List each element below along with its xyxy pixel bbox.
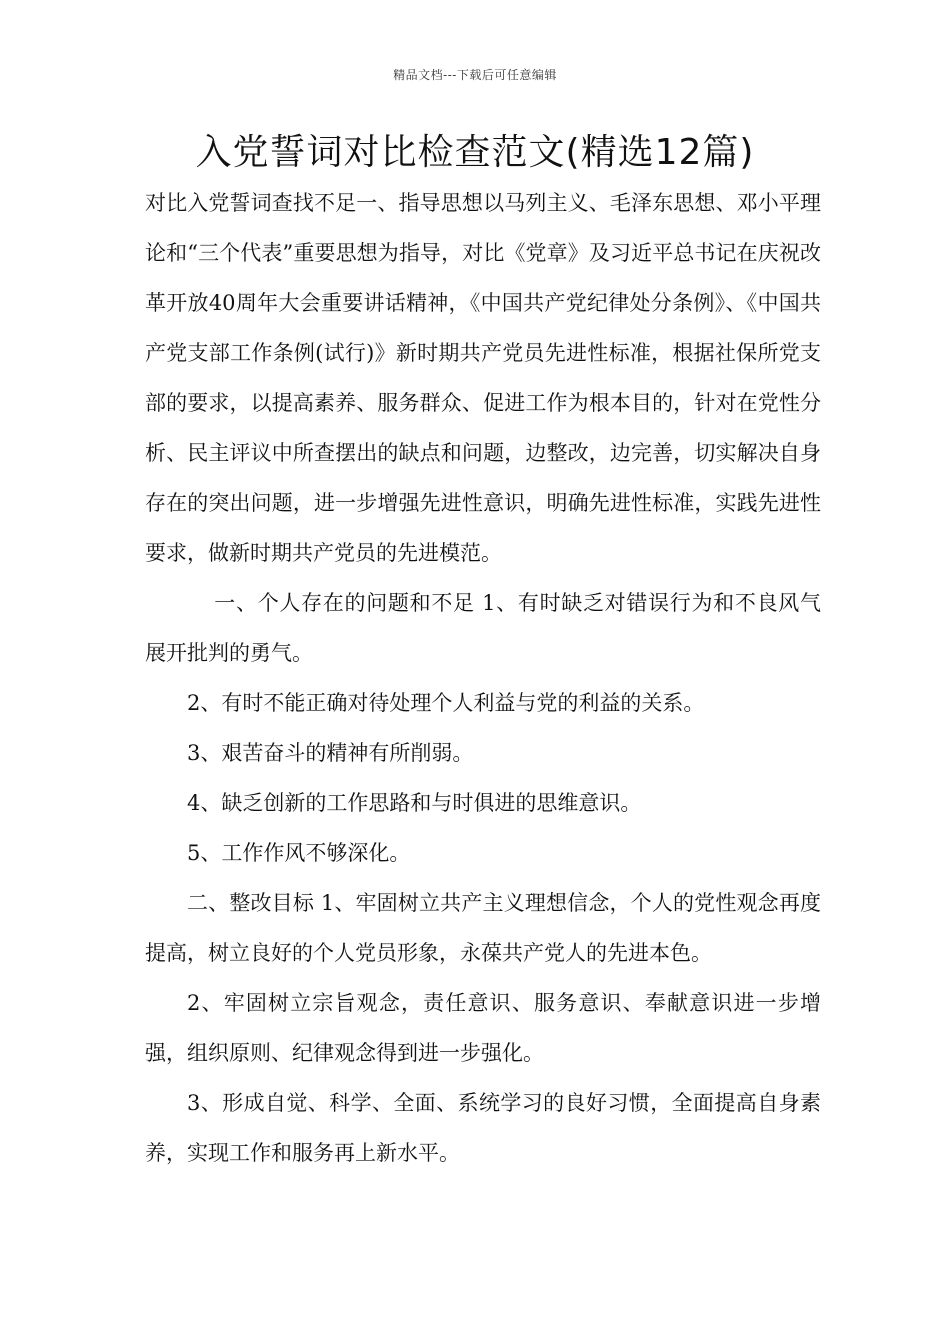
paragraph-item-2: 2、有时不能正确对待处理个人利益与党的利益的关系。 (187, 691, 705, 715)
paragraph-item-3: 3、艰苦奋斗的精神有所削弱。 (187, 741, 474, 765)
document-body (145, 178, 821, 1178)
paragraph-item-5: 5、工作作风不够深化。 (187, 841, 411, 865)
paragraph-section-two: 二、整改目标 1、牢固树立共产主义理想信念，个人的党性观念再度提高，树立良好的个人党员形象，永葆共产党人的先进本色。 (145, 891, 821, 965)
paragraph-intro: 对比入党誓词查找不足一、指导思想以马列主义、毛泽东思想、邓小平理论和“三个代表”重要思想为指导，对比《党章》及习近平总书记在庆祝改革开放40周年大会重要讲话精神，《中国共产党纪律处分条例》、《中国共产党支部工作条例(试行)》新时期共产党员先进性标准，根据社保所党支部的要求，以提高素养、服务群众、促进工作为根本目的，针对在党性分析、民主评议中所查摆出的缺点和问题，边整改，边完善，切实解决自身存在的突出问题，进一步增强先进性意识，明确先进性标准，实践先进性要求，做新时期共产党员的先进模范。 (145, 191, 821, 565)
header-note: 精品文档---下载后可任意编辑 (393, 68, 557, 82)
paragraph-goal-3: 3、形成自觉、科学、全面、系统学习的良好习惯，全面提高自身素养，实现工作和服务再上新水平。 (145, 1091, 821, 1165)
paragraph-item-4: 4、缺乏创新的工作思路和与时俱进的思维意识。 (187, 791, 642, 815)
document-title: 入党誓词对比检查范文(精选12篇) (195, 132, 755, 173)
paragraph-section-one: 一、个人存在的问题和不足 1、有时缺乏对错误行为和不良风气展开批判的勇气。 (145, 591, 821, 665)
paragraph-goal-2: 2、牢固树立宗旨观念，责任意识、服务意识、奉献意识进一步增强，组织原则、纪律观念得到进一步强化。 (145, 991, 821, 1065)
